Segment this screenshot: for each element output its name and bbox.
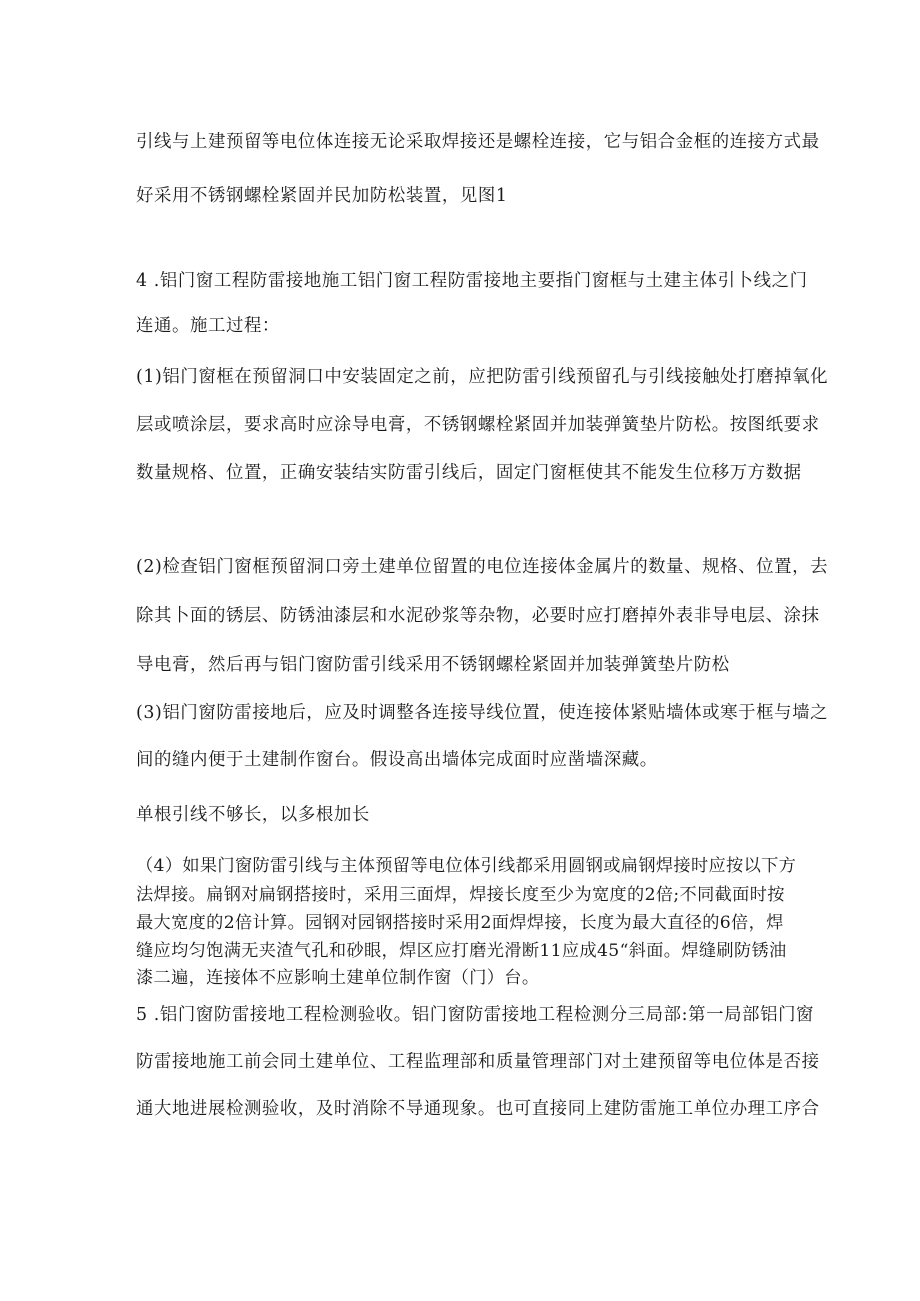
text-line: 5 .铝门窗防雷接地工程检测验收。铝门窗防雷接地工程检测分三局部:第一局部铝门窗 xyxy=(136,1005,815,1025)
text-line: （4）如果门窗防雷引线与主体预留等电位体引线都采用圆钢或扁钢焊接时应按以下方 xyxy=(136,856,797,876)
text-line: 最大宽度的2倍计算。园钢对园钢搭接时采用2面焊焊接，长度为最大直径的6倍，焊 xyxy=(136,913,784,933)
text-line: 数量规格、位置，正确安装结实防雷引线后，固定门窗框使其不能发生位移万方数据 xyxy=(136,463,802,483)
text-line: 间的缝内便于土建制作窗台。假设高出墙体完成面时应凿墙深藏。 xyxy=(136,750,658,770)
text-line: 导电膏，然后再与铝门窗防雷引线采用不锈钢螺栓紧固并加装弹簧垫片防松 xyxy=(136,655,730,675)
text-line: 通大地进展检测验收，及时消除不导通现象。也可直接同上建防雷施工单位办理工序合 xyxy=(136,1099,820,1119)
text-line: (1)铝门窗框在预留洞口中安装固定之前，应把防雷引线预留孔与引线接触处打磨掉氧化 xyxy=(136,367,829,387)
text-line: 4 .铝门窗工程防雷接地施工铝门窗工程防雷接地主要指门窗框与土建主体引卜线之门 xyxy=(136,271,808,291)
text-line: 缝应均匀饱满无夹渣气孔和砂眼，焊区应打磨光滑断11应成45“斜面。焊缝刷防锈油 xyxy=(136,941,787,961)
text-line: (2)检查铝门窗框预留洞口旁土建单位留置的电位连接体金属片的数量、规格、位置，去 xyxy=(136,557,829,577)
text-line: (3)铝门窗防雷接地后，应及时调整各连接导线位置，使连接体紧贴墙体或寒于框与墙之 xyxy=(136,703,829,723)
text-line: 层或喷涂层，要求高时应涂导电膏，不锈钢螺栓紧固并加装弹簧垫片防松。按图纸要求 xyxy=(136,415,820,435)
text-line: 连通。施工过程： xyxy=(136,316,280,336)
text-line: 单根引线不够长，以多根加长 xyxy=(136,805,370,825)
text-line: 引线与上建预留等电位体连接无论采取焊接还是螺栓连接，它与铝合金框的连接方式最 xyxy=(136,132,820,152)
text-line: 漆二遍，连接体不应影响土建单位制作窗（门）台。 xyxy=(136,968,540,988)
text-line: 除其卜面的锈层、防锈油漆层和水泥砂浆等杂物，必要时应打磨掉外表非导电层、涂抹 xyxy=(136,606,820,626)
text-line: 好采用不锈钢螺栓紧固并民加防松装置，见图1 xyxy=(136,186,508,206)
text-line: 法焊接。扁钢对扁钢搭接时，采用三面焊，焊接长度至少为宽度的2倍;不同截面时按 xyxy=(136,885,785,905)
text-line: 防雷接地施工前会同土建单位、工程监理部和质量管理部门对土建预留等电位体是否接 xyxy=(136,1052,820,1072)
